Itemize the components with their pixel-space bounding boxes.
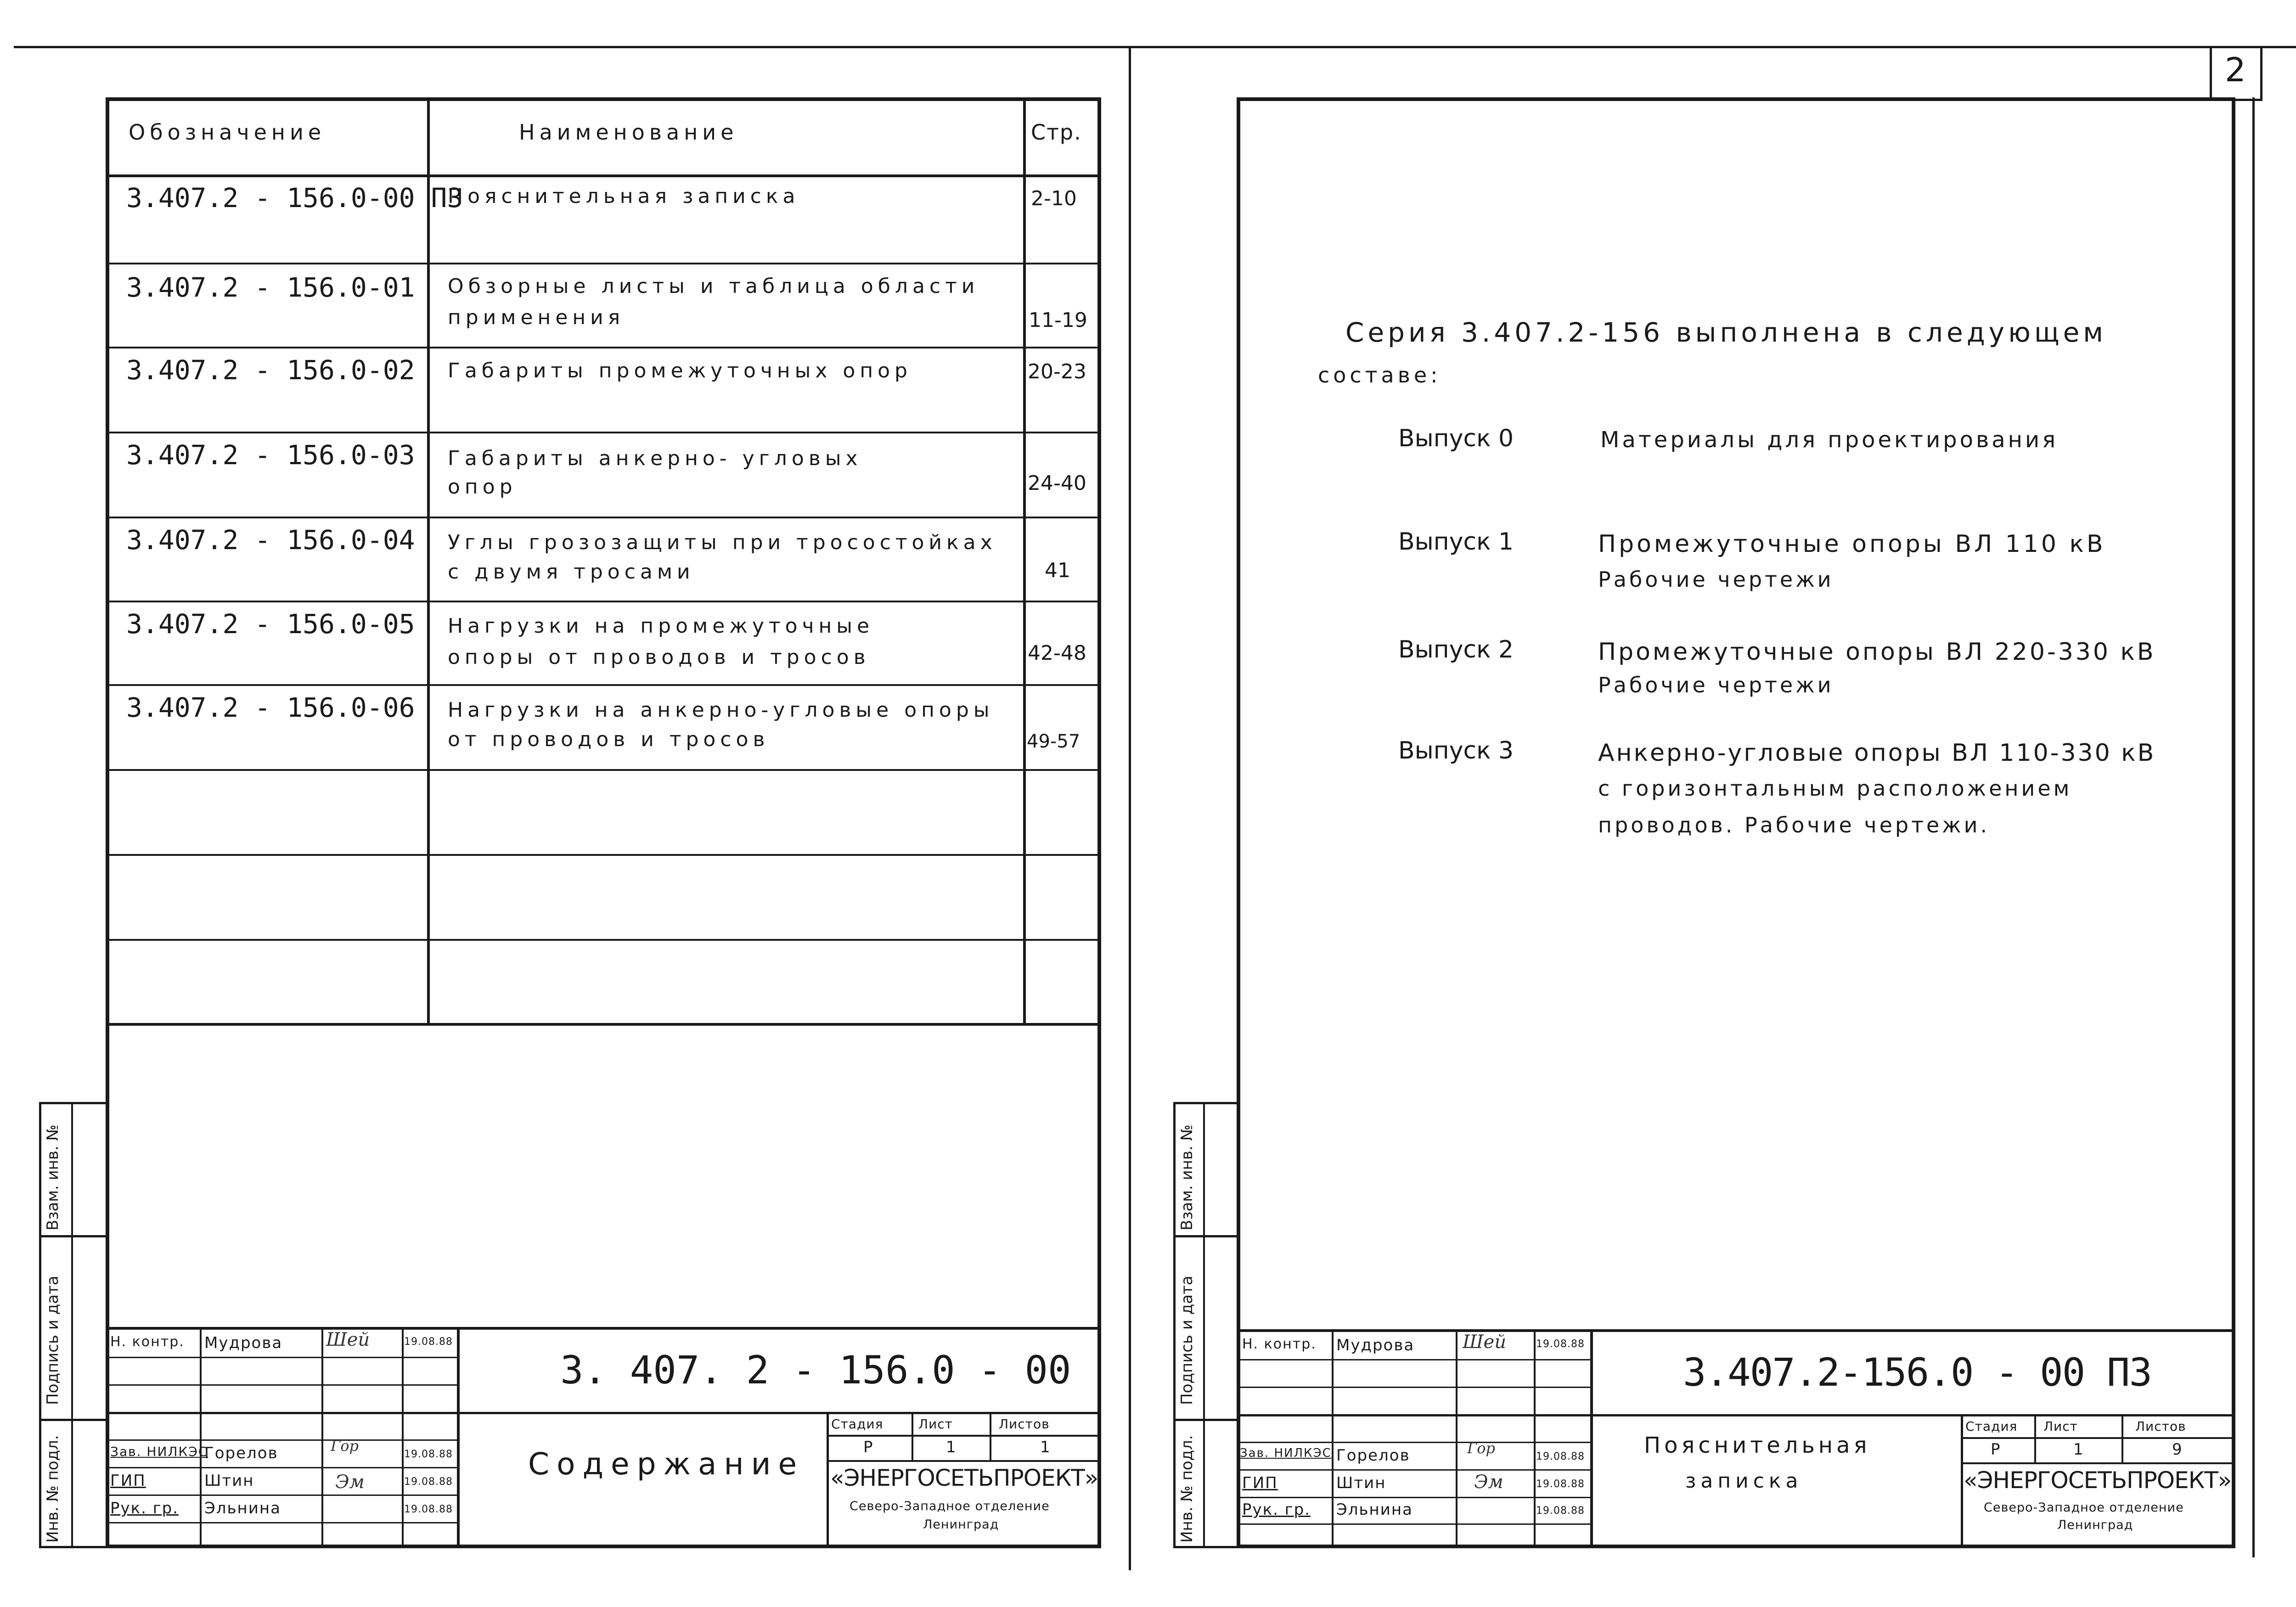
- right-label-podpis: Подпись и дата: [1178, 1275, 1196, 1405]
- organization-name: «ЭНЕРГОСЕТЬПРОЕКТ»: [830, 1465, 1098, 1491]
- sheets-value: 9: [2172, 1440, 2183, 1459]
- signer-name: Мудрова: [1336, 1336, 1415, 1354]
- issue-line: Рабочие чертежи: [1598, 673, 1834, 697]
- organization-city: Ленинград: [923, 1517, 999, 1532]
- signer-role: Н. контр.: [110, 1334, 185, 1350]
- table-row-designation: 3.407.2 - 156.0-04: [126, 524, 415, 556]
- table-row-designation: 3.407.2 - 156.0-00 ПЗ: [126, 182, 463, 214]
- left-label-podpis: Подпись и дата: [44, 1275, 62, 1405]
- table-row-name: Нагрузки на промежуточные опоры от проводов и тросов: [448, 614, 874, 669]
- signer-name: Штин: [204, 1472, 254, 1490]
- issue-line: Анкерно-угловые опоры ВЛ 110-330 кВ: [1598, 739, 2156, 767]
- stage-label: Стадия: [831, 1416, 884, 1432]
- left-label-vzam: Взам. инв. №: [44, 1124, 62, 1231]
- signer-name: Эльнина: [1336, 1500, 1413, 1519]
- signer-name: Штин: [1336, 1474, 1386, 1492]
- header-designation: Обозначение: [129, 120, 326, 145]
- document-title-line1: Пояснительная: [1644, 1433, 1871, 1458]
- signer-role: Н. контр.: [1242, 1336, 1317, 1352]
- signer-name: Горелов: [1336, 1446, 1410, 1465]
- sheet-value: 1: [946, 1438, 957, 1456]
- stage-label: Стадия: [1965, 1419, 2018, 1434]
- right-label-inv-podl: Инв. № подл.: [1178, 1435, 1196, 1543]
- table-row-designation: 3.407.2 - 156.0-03: [126, 439, 415, 471]
- signer-name: Эльнина: [204, 1499, 281, 1517]
- issue-line: Рабочие чертежи: [1598, 567, 1834, 592]
- issue-label: Выпуск 3: [1398, 737, 1514, 764]
- header-name: Наименование: [519, 120, 738, 145]
- sheet-label: Лист: [918, 1416, 953, 1432]
- signature: Гор: [1467, 1439, 1495, 1457]
- signer-date: 19.08.88: [1536, 1505, 1585, 1517]
- document-code: 3.407.2-156.0 - 00 ПЗ: [1683, 1350, 2152, 1395]
- right-label-vzam: Взам. инв. №: [1178, 1124, 1196, 1231]
- table-row-designation: 3.407.2 - 156.0-05: [126, 608, 415, 640]
- table-row-page: 41: [1045, 559, 1070, 582]
- sheet-label: Лист: [2043, 1419, 2078, 1434]
- signer-date: 19.08.88: [404, 1336, 453, 1348]
- table-row-name: Габариты анкерно- угловых опор: [448, 447, 862, 499]
- signer-date: 19.08.88: [1536, 1478, 1585, 1490]
- table-row-name: Пояснительная записка: [448, 185, 800, 208]
- issue-line: Материалы для проектирования: [1600, 427, 2059, 453]
- issue-label: Выпуск 0: [1398, 425, 1514, 452]
- signer-date: 19.08.88: [404, 1449, 453, 1460]
- signature: Шей: [1463, 1332, 1507, 1353]
- signer-role: Рук. гр.: [1242, 1500, 1311, 1519]
- signer-role: Зав. НИЛКЭС: [110, 1444, 208, 1459]
- series-intro-line2: составе:: [1318, 363, 1441, 388]
- organization-city: Ленинград: [2057, 1518, 2133, 1532]
- stage-value: Р: [1991, 1440, 2001, 1459]
- table-row-name: Габариты промежуточных опор: [448, 359, 912, 382]
- stage-value: Р: [863, 1438, 874, 1456]
- organization-branch: Северо-Западное отделение: [1984, 1500, 2184, 1515]
- page-number: 2: [2225, 51, 2246, 89]
- signature: Эм: [1474, 1472, 1503, 1493]
- table-row-designation: 3.407.2 - 156.0-01: [126, 272, 415, 303]
- sheets-label: Листов: [2135, 1419, 2186, 1434]
- issue-label: Выпуск 2: [1398, 636, 1514, 663]
- document-title-line2: записка: [1685, 1469, 1803, 1493]
- signer-role: ГИП: [110, 1472, 146, 1490]
- table-row-page: 24-40: [1028, 472, 1086, 495]
- table-row-designation: 3.407.2 - 156.0-06: [126, 692, 415, 723]
- table-row-page: 49-57: [1027, 731, 1080, 752]
- signer-date: 19.08.88: [1536, 1338, 1585, 1350]
- signer-role: Зав. НИЛКЭС: [1240, 1446, 1332, 1460]
- signer-date: 19.08.88: [1536, 1451, 1585, 1462]
- issue-line: проводов. Рабочие чертежи.: [1598, 813, 1990, 837]
- document-title: Содержание: [528, 1446, 805, 1482]
- table-row-page: 11-19: [1029, 309, 1087, 332]
- signer-role: Рук. гр.: [110, 1499, 179, 1517]
- issue-line: с горизонтальным расположением: [1598, 776, 2072, 801]
- document-code: 3. 407. 2 - 156.0 - 00: [560, 1348, 1071, 1393]
- series-intro-line1: Серия 3.407.2-156 выполнена в следующем: [1345, 317, 2107, 348]
- table-row-designation: 3.407.2 - 156.0-02: [126, 354, 415, 386]
- issue-label: Выпуск 1: [1398, 528, 1514, 556]
- left-label-inv-podl: Инв. № подл.: [44, 1435, 62, 1543]
- right-outer-edge-line: [2252, 97, 2255, 1557]
- signature: Шей: [326, 1329, 370, 1350]
- organization-name: «ЭНЕРГОСЕТЬПРОЕКТ»: [1964, 1467, 2232, 1494]
- table-row-page: 2-10: [1031, 187, 1077, 210]
- signer-role: ГИП: [1242, 1474, 1278, 1492]
- page-divider-line: [1129, 46, 1131, 1570]
- top-border-line: [14, 46, 2296, 48]
- sheet-value: 1: [2073, 1440, 2084, 1459]
- organization-branch: Северо-Западное отделение: [850, 1499, 1050, 1513]
- signer-date: 19.08.88: [404, 1504, 453, 1515]
- signature: Эм: [335, 1472, 365, 1493]
- signer-name: Горелов: [204, 1444, 278, 1462]
- signer-date: 19.08.88: [404, 1476, 453, 1488]
- issue-line: Промежуточные опоры ВЛ 220-330 кВ: [1598, 638, 2156, 666]
- table-row-name: Нагрузки на анкерно-угловые опоры от проводов и тросов: [448, 698, 994, 751]
- issue-line: Промежуточные опоры ВЛ 110 кВ: [1598, 530, 2106, 558]
- table-row-page: 20-23: [1028, 360, 1086, 383]
- header-page: Стр.: [1031, 120, 1082, 145]
- table-row-page: 42-48: [1028, 641, 1086, 665]
- table-row-name: Обзорные листы и таблица области применения: [448, 275, 979, 330]
- signer-name: Мудрова: [204, 1334, 283, 1352]
- signature: Гор: [331, 1437, 359, 1455]
- table-row-name: Углы грозозащиты при тросостойках с двумя тросами: [448, 531, 997, 584]
- sheets-label: Листов: [999, 1416, 1050, 1432]
- sheets-value: 1: [1040, 1438, 1051, 1456]
